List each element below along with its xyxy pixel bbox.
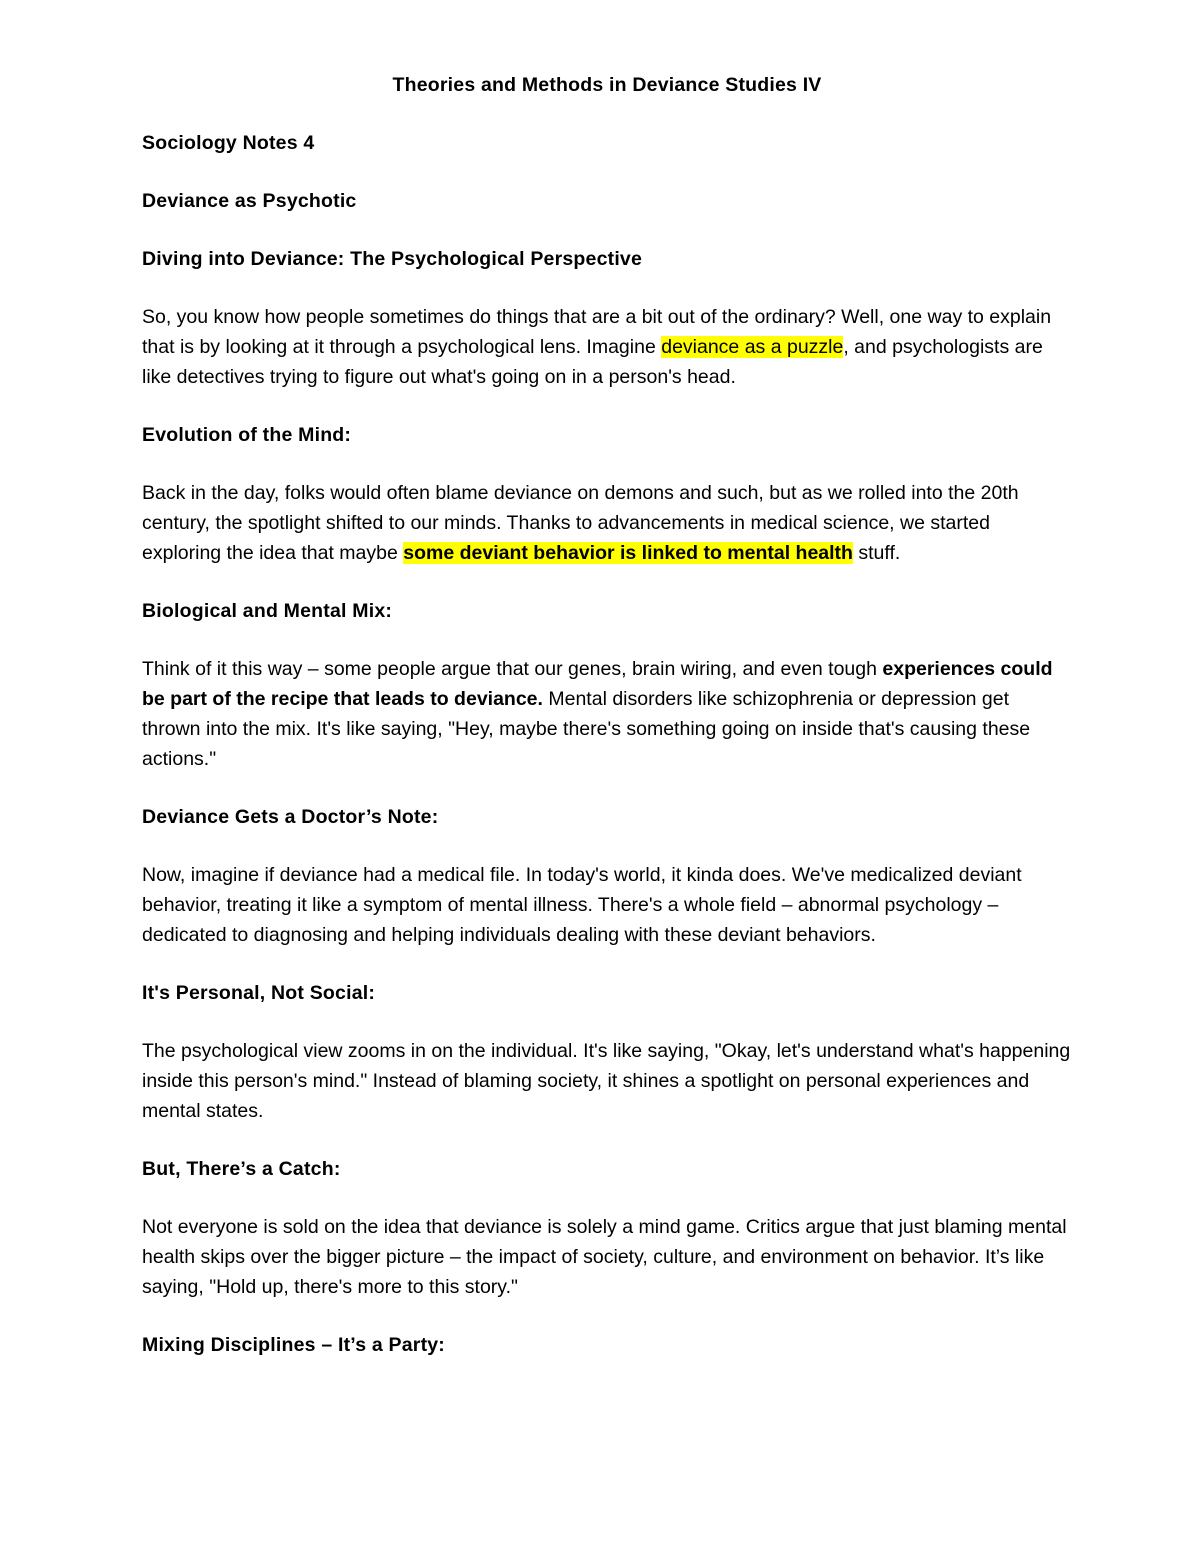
- evolution-text-2: stuff.: [852, 542, 901, 564]
- biological-heading: Biological and Mental Mix:: [142, 600, 393, 622]
- biological-bold: experiences could be part of the recipe that leads to deviance.: [142, 658, 1053, 710]
- document-subtitle: Sociology Notes 4: [142, 132, 315, 154]
- document-title: Theories and Methods in Deviance Studies IV: [392, 74, 822, 96]
- intro-paragraph: [142, 302, 1072, 392]
- biological-paragraph: [142, 654, 1072, 774]
- personal-paragraph: The psychological view zooms in on the individual. It's like saying, "Okay, let's understand what's happening inside this person's mind." Instead of blaming society, it shines a spotlight on personal experiences and mental states.: [142, 1040, 1071, 1122]
- intro-text-2: , and psychologists are like detectives trying to figure out what's going on in a person's head.: [142, 336, 1043, 388]
- intro-text-1: So, you know how people sometimes do things that are a bit out of the ordinary? Well, one way to explain that is by looking at it through a psychological lens. Imagine: [142, 306, 1052, 358]
- document-content: [142, 70, 1072, 1388]
- evolution-heading: Evolution of the Mind:: [142, 424, 352, 446]
- doctor-paragraph: Now, imagine if deviance had a medical file. In today's world, it kinda does. We've medicalized deviant behavior, treating it like a symptom of mental illness. There's a whole field – abnormal psychology – dedicated to diagnosing and helping individuals dealing with these deviant behaviors.: [142, 864, 1022, 946]
- catch-paragraph: Not everyone is sold on the idea that deviance is solely a mind game. Critics argue that just blaming mental health skips over the bigger picture – the impact of society, culture, and environment on behavior. It’s like saying, "Hold up, there's more to this story.": [142, 1216, 1067, 1298]
- catch-heading: But, There’s a Catch:: [142, 1158, 341, 1180]
- evolution-paragraph: [142, 478, 1072, 568]
- intro-highlight: deviance as a puzzle: [661, 336, 844, 358]
- evolution-highlight: some deviant behavior is linked to mental health: [403, 542, 853, 564]
- evolution-text-1: Back in the day, folks would often blame deviance on demons and such, but as we rolled into the 20th century, the spotlight shifted to our minds. Thanks to advancements in medical science, we started exploring the idea that maybe: [142, 482, 1019, 564]
- biological-text-1: Think of it this way – some people argue that our genes, brain wiring, and even tough: [142, 658, 883, 680]
- doctor-heading: Deviance Gets a Doctor’s Note:: [142, 806, 439, 828]
- intro-heading: Diving into Deviance: The Psychological Perspective: [142, 248, 643, 270]
- biological-text-2: Mental disorders like schizophrenia or depression get thrown into the mix. It's like saying, "Hey, maybe there's something going on inside that's causing these actions.": [142, 688, 1031, 770]
- personal-heading: It's Personal, Not Social:: [142, 982, 376, 1004]
- section-title: Deviance as Psychotic: [142, 190, 357, 212]
- mixing-heading: Mixing Disciplines – It’s a Party:: [142, 1334, 446, 1356]
